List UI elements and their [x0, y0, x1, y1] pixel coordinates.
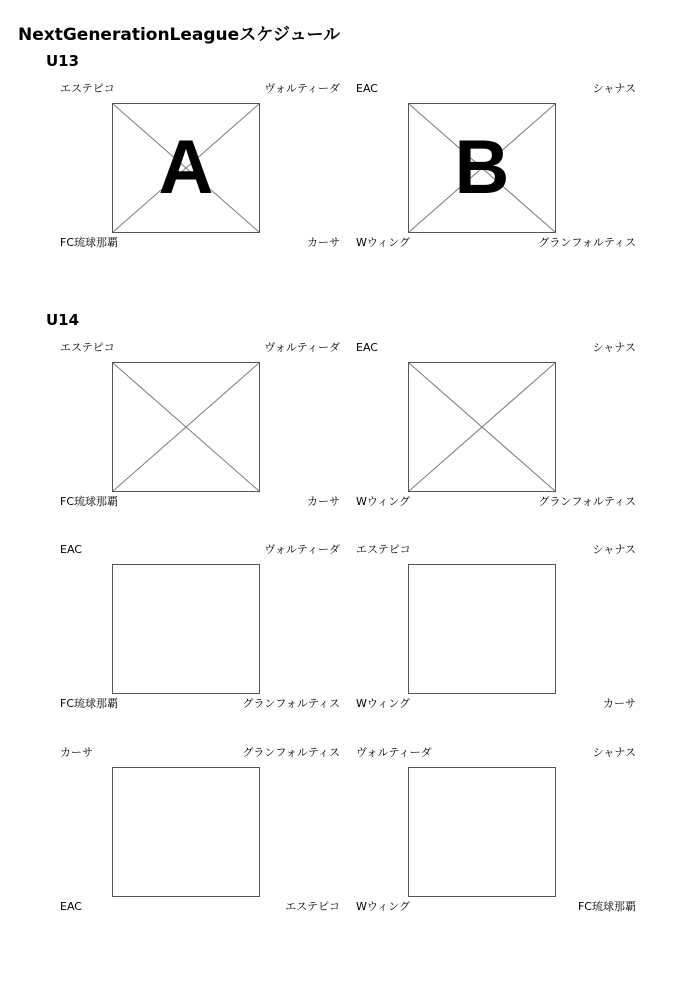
match-box — [112, 767, 260, 897]
team-top-left: エステピコ — [60, 341, 115, 354]
team-bottom-right: グランフォルティス — [538, 236, 636, 249]
team-bottom-left: Wウィング — [356, 900, 410, 913]
team-top-left: EAC — [356, 82, 378, 95]
team-bottom-right: カーサ — [307, 495, 340, 508]
cross-lines — [113, 363, 259, 491]
team-bottom-right: カーサ — [307, 236, 340, 249]
team-bottom-right: エステピコ — [285, 900, 340, 913]
match-block-u14-r3-left — [60, 746, 340, 926]
match-block-u14-r3-right — [356, 746, 636, 926]
match-box — [112, 362, 260, 492]
team-top-right: シャナス — [592, 341, 636, 354]
team-bottom-right: カーサ — [603, 697, 636, 710]
match-box — [112, 103, 260, 233]
team-bottom-left: Wウィング — [356, 236, 410, 249]
match-letter: A — [158, 125, 214, 210]
match-box — [112, 564, 260, 694]
team-top-right: ヴォルティーダ — [264, 543, 340, 556]
match-box — [408, 564, 556, 694]
team-top-left: エステピコ — [356, 543, 411, 556]
team-top-left: エステピコ — [60, 82, 115, 95]
team-bottom-left: FC琉球那覇 — [60, 697, 119, 710]
match-letter: B — [454, 125, 510, 210]
team-top-right: ヴォルティーダ — [264, 82, 340, 95]
match-box — [408, 362, 556, 492]
team-top-left: EAC — [60, 543, 82, 556]
match-block-u13-b — [356, 82, 636, 262]
team-top-left: EAC — [356, 341, 378, 354]
match-block-u14-r2-right — [356, 543, 636, 723]
match-block-u14-r1-right — [356, 341, 636, 521]
match-box — [408, 103, 556, 233]
match-box — [408, 767, 556, 897]
team-bottom-right: FC琉球那覇 — [577, 900, 636, 913]
team-bottom-left: Wウィング — [356, 697, 410, 710]
team-bottom-left: FC琉球那覇 — [60, 236, 119, 249]
cross-lines — [409, 363, 555, 491]
team-top-right: グランフォルティス — [242, 746, 340, 759]
team-bottom-left: FC琉球那覇 — [60, 495, 119, 508]
match-block-u14-r1-left — [60, 341, 340, 521]
page-title: NextGenerationLeagueスケジュール — [18, 25, 341, 45]
team-bottom-left: EAC — [60, 900, 82, 913]
section-label-u13: U13 — [46, 52, 80, 70]
team-bottom-left: Wウィング — [356, 495, 410, 508]
team-top-right: シャナス — [592, 746, 636, 759]
team-bottom-right: グランフォルティス — [242, 697, 340, 710]
match-block-u14-r2-left — [60, 543, 340, 723]
team-top-left: カーサ — [60, 746, 93, 759]
team-bottom-right: グランフォルティス — [538, 495, 636, 508]
team-top-right: シャナス — [592, 543, 636, 556]
section-label-u14: U14 — [46, 311, 80, 329]
match-block-u13-a — [60, 82, 340, 262]
team-top-left: ヴォルティーダ — [356, 746, 432, 759]
team-top-right: シャナス — [592, 82, 636, 95]
team-top-right: ヴォルティーダ — [264, 341, 340, 354]
